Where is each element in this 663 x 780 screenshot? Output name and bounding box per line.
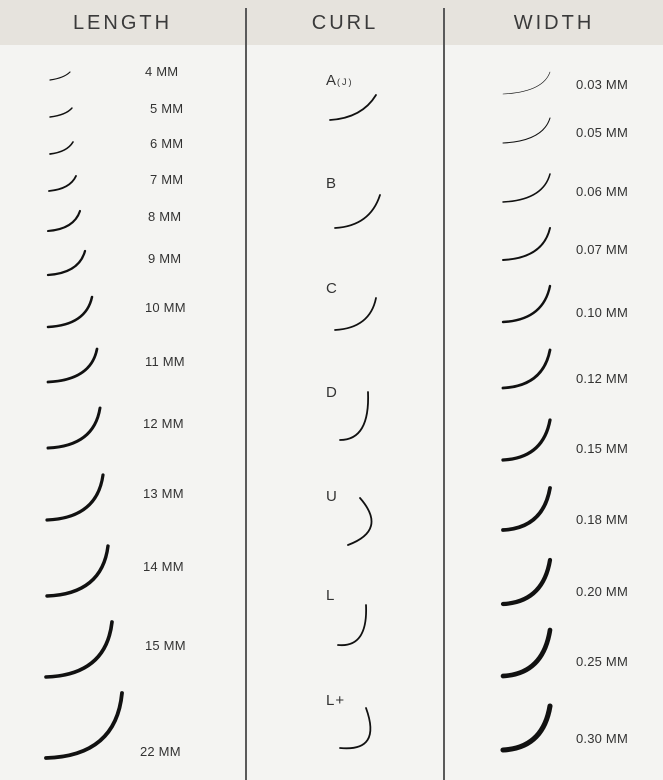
size-label: 0.18 MM: [576, 512, 628, 527]
lash-stroke: [503, 488, 550, 530]
size-label: 14 MM: [143, 559, 184, 574]
size-label: 22 MM: [140, 743, 181, 759]
lash-icon: [497, 168, 556, 208]
lash-icon: [497, 112, 556, 149]
curl-letter: A: [326, 72, 338, 89]
lash-stroke: [503, 706, 550, 750]
size-label: 15 MM: [145, 637, 186, 653]
curl-letter: B: [326, 175, 338, 192]
curl-header: CURL: [311, 12, 379, 34]
size-label: 7 MM: [150, 171, 184, 187]
lash-stroke: [503, 72, 550, 94]
curl-letter: L: [326, 587, 336, 604]
lash-icon: [497, 344, 556, 394]
lash-stroke: [503, 630, 550, 676]
lash-icon: [497, 66, 556, 100]
size-label: 10 MM: [145, 300, 186, 315]
lash-icon: [497, 414, 556, 466]
lash-icon: [497, 700, 556, 756]
size-label: 9 MM: [148, 251, 182, 266]
lash-stroke: [503, 560, 550, 604]
size-label: 4 MM: [145, 64, 179, 79]
size-label: 0.30 MM: [576, 731, 628, 746]
lash-stroke: [503, 118, 550, 143]
lash-stroke: [503, 174, 550, 202]
curl-letter: L+: [326, 692, 346, 709]
lash-icon: [497, 624, 556, 682]
size-label: 6 MM: [150, 136, 184, 151]
size-label: 0.03 MM: [576, 77, 628, 92]
lash-icon: [497, 554, 556, 610]
size-label: 0.20 MM: [576, 584, 628, 599]
lash-icon: [497, 222, 556, 266]
lash-icon: [497, 280, 556, 328]
size-label: 0.15 MM: [576, 441, 628, 456]
lash-stroke: [503, 228, 550, 260]
size-label: 0.07 MM: [576, 242, 628, 257]
size-label: 13 MM: [143, 485, 184, 501]
length-header: LENGTH: [72, 12, 173, 34]
curl-letter: U: [326, 488, 338, 505]
size-label: 0.05 MM: [576, 125, 628, 140]
curl-letter: C: [326, 280, 338, 297]
lash-stroke: [503, 286, 550, 322]
size-label: 0.10 MM: [576, 305, 628, 320]
size-label: 11 MM: [145, 353, 185, 369]
size-label: 0.06 MM: [576, 184, 628, 199]
curl-letter: D: [326, 384, 338, 401]
lash-stroke: [503, 420, 550, 460]
lash-icon: [497, 482, 556, 536]
size-label: 8 MM: [148, 209, 182, 224]
size-label: 5 MM: [150, 100, 184, 116]
curl-sub-label: (J): [337, 77, 354, 87]
lash-stroke: [503, 350, 550, 388]
size-label: 12 MM: [143, 416, 184, 431]
size-label: 0.12 MM: [576, 371, 628, 386]
size-label: 0.25 MM: [576, 654, 628, 669]
width-header: WIDTH: [513, 12, 595, 34]
